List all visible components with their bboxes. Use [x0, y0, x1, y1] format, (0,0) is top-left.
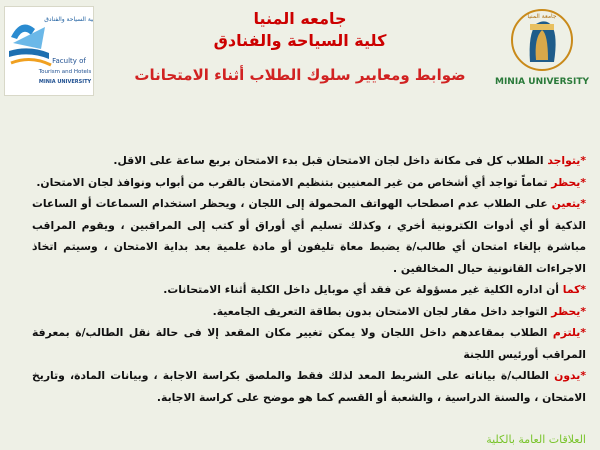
logo-right-text: MINIA UNIVERSITY — [494, 77, 590, 87]
logo-right-arabic: جامعة المنيا — [527, 13, 557, 20]
rules-list — [32, 150, 586, 408]
faculty-name: كلية السياحة والفنادق — [213, 31, 387, 50]
header — [110, 8, 490, 84]
faculty-logo — [4, 6, 94, 96]
logo-left-line2: Tourism and Hotels — [38, 69, 92, 75]
rule-text: تماماً تواجد أي أشخاص من غير المعنيين بتنظيم الامتحان بالقرب من أبواب ونوافذ لجان الامتحان. — [36, 175, 552, 189]
rule-text: الطلاب كل فى مكانة داخل لجان الامتحان قبل بدء الامتحان بربع ساعة على الاقل. — [113, 154, 548, 167]
rule-keyword: *يتعين — [551, 197, 586, 210]
rule-text: الطالب/ة بياناته على الشريط المعد لذلك فقط والملصق بكراسة الاجابة ، وبيانات المادة، وتاريخ الامتحان ، والسنة الدراسية ، والشعبة أو القسم كما هو موضح على كراسة الاجابة. — [32, 369, 586, 404]
rule-item — [32, 322, 586, 365]
page-title: ضوابط ومعايير سلوك الطلاب أثناء الامتحانات — [134, 66, 466, 84]
rule-text: على الطلاب عدم اصطحاب الهواتف المحمولة إلى اللجان ، ويحظر استخدام السماعات أو الساعات الذكية أو أي أدوات الكترونية أخري ، وكذلك تسليم أي أوراق أو كتب إلى المراقبين ، ويقوم المراقب مباشرة بإلغاء امتحان أي طالب/ة يضبط معاة تليفون أو مادة علمية بعد بداية الامتحان ، وسيتم اتخاذ الاجراءات القانونية حيال المخالفين . — [32, 197, 586, 275]
rule-keyword: *يحظر — [551, 175, 586, 189]
rule-item — [32, 279, 586, 301]
rule-item — [32, 365, 586, 408]
footer-credit: العلاقات العامة بالكلية — [486, 433, 586, 446]
rule-item — [32, 301, 586, 323]
university-name: جامعه المنيا — [253, 9, 347, 28]
university-logo-graphic — [490, 4, 594, 94]
faculty-logo-graphic — [5, 7, 93, 95]
rule-text: الطلاب بمقاعدهم داخل اللجان ولا يمكن تغيير مكان المقعد إلا فى حالة نقل الطالب/ة بمعرفة المراقب أورئيس اللجنة — [32, 326, 586, 361]
rule-keyword: *كما — [562, 283, 586, 296]
rule-item — [32, 172, 586, 194]
university-logo — [490, 4, 594, 94]
rule-keyword: *يلتزم — [552, 326, 586, 339]
rule-text: التواجد داخل مقار لجان الامتحان بدون بطاقة التعريف الجامعية. — [212, 304, 552, 318]
logo-left-line3: MINIA UNIVERSITY — [38, 79, 92, 85]
logo-left-line1: Faculty of — [52, 57, 86, 65]
rule-keyword: *يتواجد — [547, 154, 586, 167]
rule-keyword: *يحظر — [551, 304, 586, 318]
logo-left-arabic: كلية السياحة والفنادق — [44, 16, 93, 23]
rule-item — [32, 150, 586, 172]
rule-item — [32, 193, 586, 279]
rule-text: أن اداره الكلية غير مسؤولة عن فقد أي موبايل داخل الكلية أثناء الامتحانات. — [163, 283, 563, 296]
rule-keyword: *يدون — [554, 369, 586, 382]
